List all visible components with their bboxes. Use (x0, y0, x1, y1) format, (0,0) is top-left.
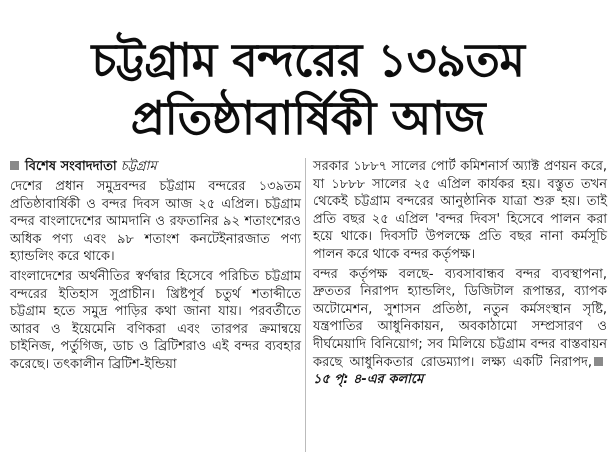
paragraph: সরকার ১৮৮৭ সালের পোর্ট কমিশনার্স অ্যাক্ট প্রণয়ন করে, যা ১৮৮৮ সালের ২৫ এপ্রিল কার্যকর হয়। বস্তুত তখন থেকেই চট্টগ্রাম বন্দরের আনুষ্ঠানিক যাত্রা শুরু হয়। তাই প্রতি বছর ২৫ এপ্রিল 'বন্দর দিবস' হিসেবে পালন করা হয়ে থাকে। দিবসটি উপলক্ষে প্রতি বছর নানা কর্মসূচি পালন করে থাকে বন্দর কর্তৃপক্ষ। (313, 159, 607, 262)
column-divider (305, 158, 306, 452)
dateline-place: চট্টগ্রাম (120, 159, 157, 174)
bullet-square-icon (594, 357, 603, 366)
paragraph (313, 266, 607, 389)
continued-on-page: ১৫ পৃ: ৪-এর কলামে (313, 372, 424, 388)
paragraph: দেশের প্রধান সমুদ্রবন্দর চট্টগ্রাম বন্দরের ১৩৯তম প্রতিষ্ঠাবার্ষিকী ও বন্দর দিবস আজ ২৫ এপ্রিল। চট্টগ্রাম বন্দর বাংলাদেশের আমদানি ও রফতানির ৯২ শতাংশেরও অধিক পণ্য এবং ৯৮ শতাংশ কনটেইনারজাত পণ্য হ্যান্ডলিং করে থাকে। (10, 179, 301, 265)
bullet-square-icon (10, 161, 19, 170)
headline-line-2: প্রতিষ্ঠাবার্ষিকী আজ (130, 91, 486, 146)
article-column-left (10, 178, 301, 376)
paragraph-text: বন্দর কর্তৃপক্ষ বলছে- ব্যবসাবান্ধব বন্দর ব্যবস্থাপনা, দ্রুততর নিরাপদ হ্যান্ডলিং, ডিজিটাল রূপান্তর, ব্যাপক অটোমেশন, সুশাসন প্রতিষ্ঠা, নতুন কর্মসংস্থান সৃষ্টি, যন্ত্রপাতির আধুনিকায়ন, অবকাঠামো সম্প্রসারণ ও দীর্ঘমেয়াদি বিনিয়োগ; সব মিলিয়ে চট্টগ্রাম বন্দর বাস্তবায়ন করছে আধুনিকতার রোডম্যাপ। লক্ষ্য একটি নিরাপদ, (313, 266, 607, 370)
paragraph: বাংলাদেশের অর্থনীতির স্বর্ণদ্বার হিসেবে পরিচিত চট্টগ্রাম বন্দরের ইতিহাস সুপ্রাচীন। খ্রিষ্টপূর্ব চতুর্থ শতাব্দীতে চট্টগ্রাম হতে সমুদ্র পাড়ির কথা জানা যায়। পরবর্তীতে আরব ও ইয়েমেনি বণিকরা এবং তারপর ক্রমান্বয়ে চাইনিজ, পর্তুগিজ, ডাচ ও ব্রিটিশরাও এই বন্দর ব্যবহার করেছে। তৎকালীন ব্রিটিশ-ইন্ডিয়া (10, 268, 301, 372)
article-column-right (313, 158, 607, 391)
reporter-name: বিশেষ সংবাদদাতা (25, 159, 117, 174)
headline-line-1: চট্টগ্রাম বন্দরের ১৩৯তম (91, 33, 525, 88)
headline (0, 31, 616, 147)
byline (10, 158, 300, 176)
